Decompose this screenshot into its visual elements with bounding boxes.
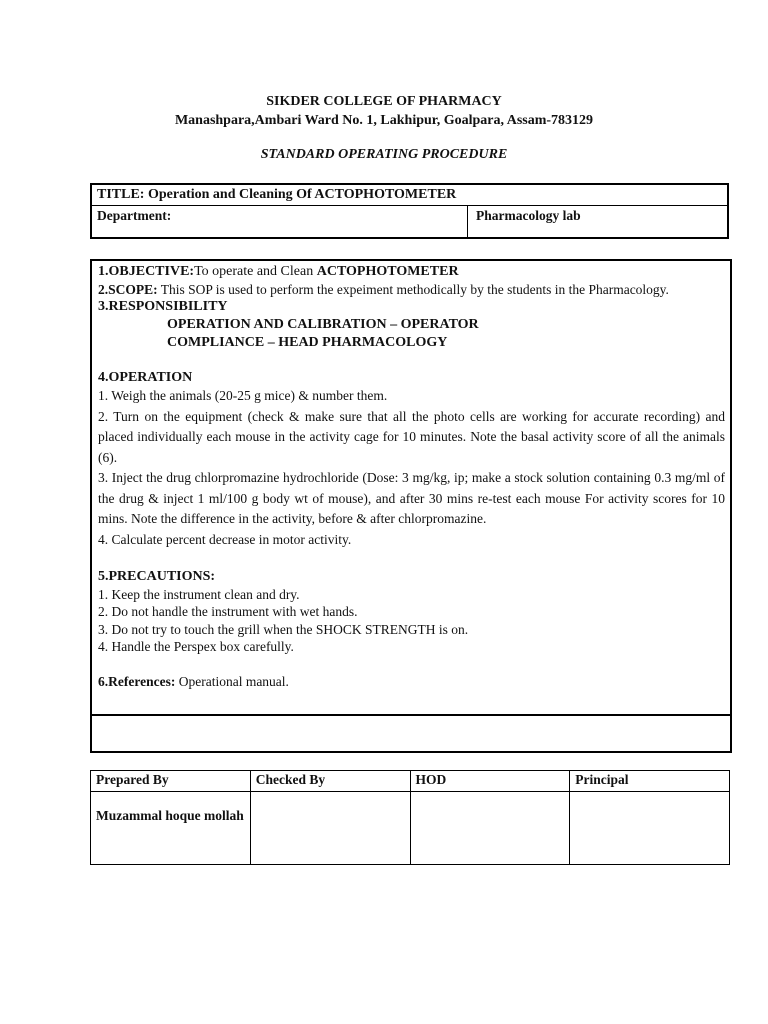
objective-instrument: ACTOPHOTOMETER — [316, 264, 459, 279]
scope-section — [98, 281, 725, 299]
procedure-content — [92, 261, 730, 716]
references-section — [98, 673, 725, 691]
responsibility-item: COMPLIANCE – HEAD PHARMACOLOGY — [167, 334, 448, 350]
objective-label: 1.OBJECTIVE: — [98, 264, 195, 279]
department-row — [92, 206, 727, 237]
operation-step: 3. Inject the drug chlorpromazine hydrochloride (Dose: 3 mg/kg, ip; make a stock solution containing 0.3 mg/ml of the drug & inject 1 ml/100 g body wt of mouse), and after 30 mins re-test each mouse For activity scores for 10 mins. Note the difference in the activity, before & after chlorpromazine. — [98, 470, 725, 527]
signoff-table — [90, 770, 730, 865]
references-text: Operational manual. — [175, 673, 289, 689]
scope-label: 2.SCOPE: — [98, 281, 158, 297]
operation-step: 2. Turn on the equipment (check & make sure that all the photo cells are working for accurate recording) and placed individually each mouse in the activity cage for 10 minutes. Note the basal activity score of all the animals (6). — [98, 408, 725, 465]
sop-heading: STANDARD OPERATING PROCEDURE — [260, 147, 508, 162]
operation-label: 4.OPERATION — [98, 369, 193, 385]
hod-cell — [410, 792, 570, 865]
principal-cell — [570, 792, 730, 865]
signoff-body-row — [91, 792, 730, 865]
department-label: Department: — [92, 206, 468, 237]
title-box — [90, 183, 729, 239]
references-label: 6.References: — [98, 673, 176, 689]
prepared-by-name: Muzammal hoque mollah — [96, 808, 244, 823]
department-value: Pharmacology lab — [476, 208, 581, 223]
principal-header: Principal — [570, 771, 730, 792]
sop-title: TITLE: Operation and Cleaning Of ACTOPHOTOMETER — [92, 185, 727, 206]
checked-by-header: Checked By — [250, 771, 410, 792]
operation-step: 1. Weigh the animals (20-25 g mice) & number them. — [98, 388, 388, 404]
precaution-item: 2. Do not handle the instrument with wet hands. — [98, 604, 358, 620]
procedure-box — [90, 259, 732, 753]
college-name: SIKDER COLLEGE OF PHARMACY — [266, 94, 502, 109]
objective-text: To operate and Clean — [194, 264, 317, 279]
precaution-item: 1. Keep the instrument clean and dry. — [98, 586, 300, 602]
objective-section — [98, 263, 725, 281]
prepared-by-header: Prepared By — [91, 771, 251, 792]
scope-text: This SOP is used to perform the expeiment methodically by the students in the Pharmacology. — [157, 281, 669, 297]
responsibility-item: OPERATION AND CALIBRATION – OPERATOR — [167, 316, 479, 332]
precautions-label: 5.PRECAUTIONS: — [98, 569, 216, 585]
signoff-header-row — [91, 771, 730, 792]
precaution-item: 4. Handle the Perspex box carefully. — [98, 639, 294, 655]
checked-by-cell — [250, 792, 410, 865]
responsibility-label: 3.RESPONSIBILITY — [98, 299, 228, 315]
operation-step: 4. Calculate percent decrease in motor activity. — [98, 531, 352, 547]
hod-header: HOD — [410, 771, 570, 792]
prepared-by-cell — [91, 792, 251, 865]
college-address: Manashpara,Ambari Ward No. 1, Lakhipur, Goalpara, Assam-783129 — [174, 113, 594, 128]
precaution-item: 3. Do not try to touch the grill when the SHOCK STRENGTH is on. — [98, 621, 469, 637]
